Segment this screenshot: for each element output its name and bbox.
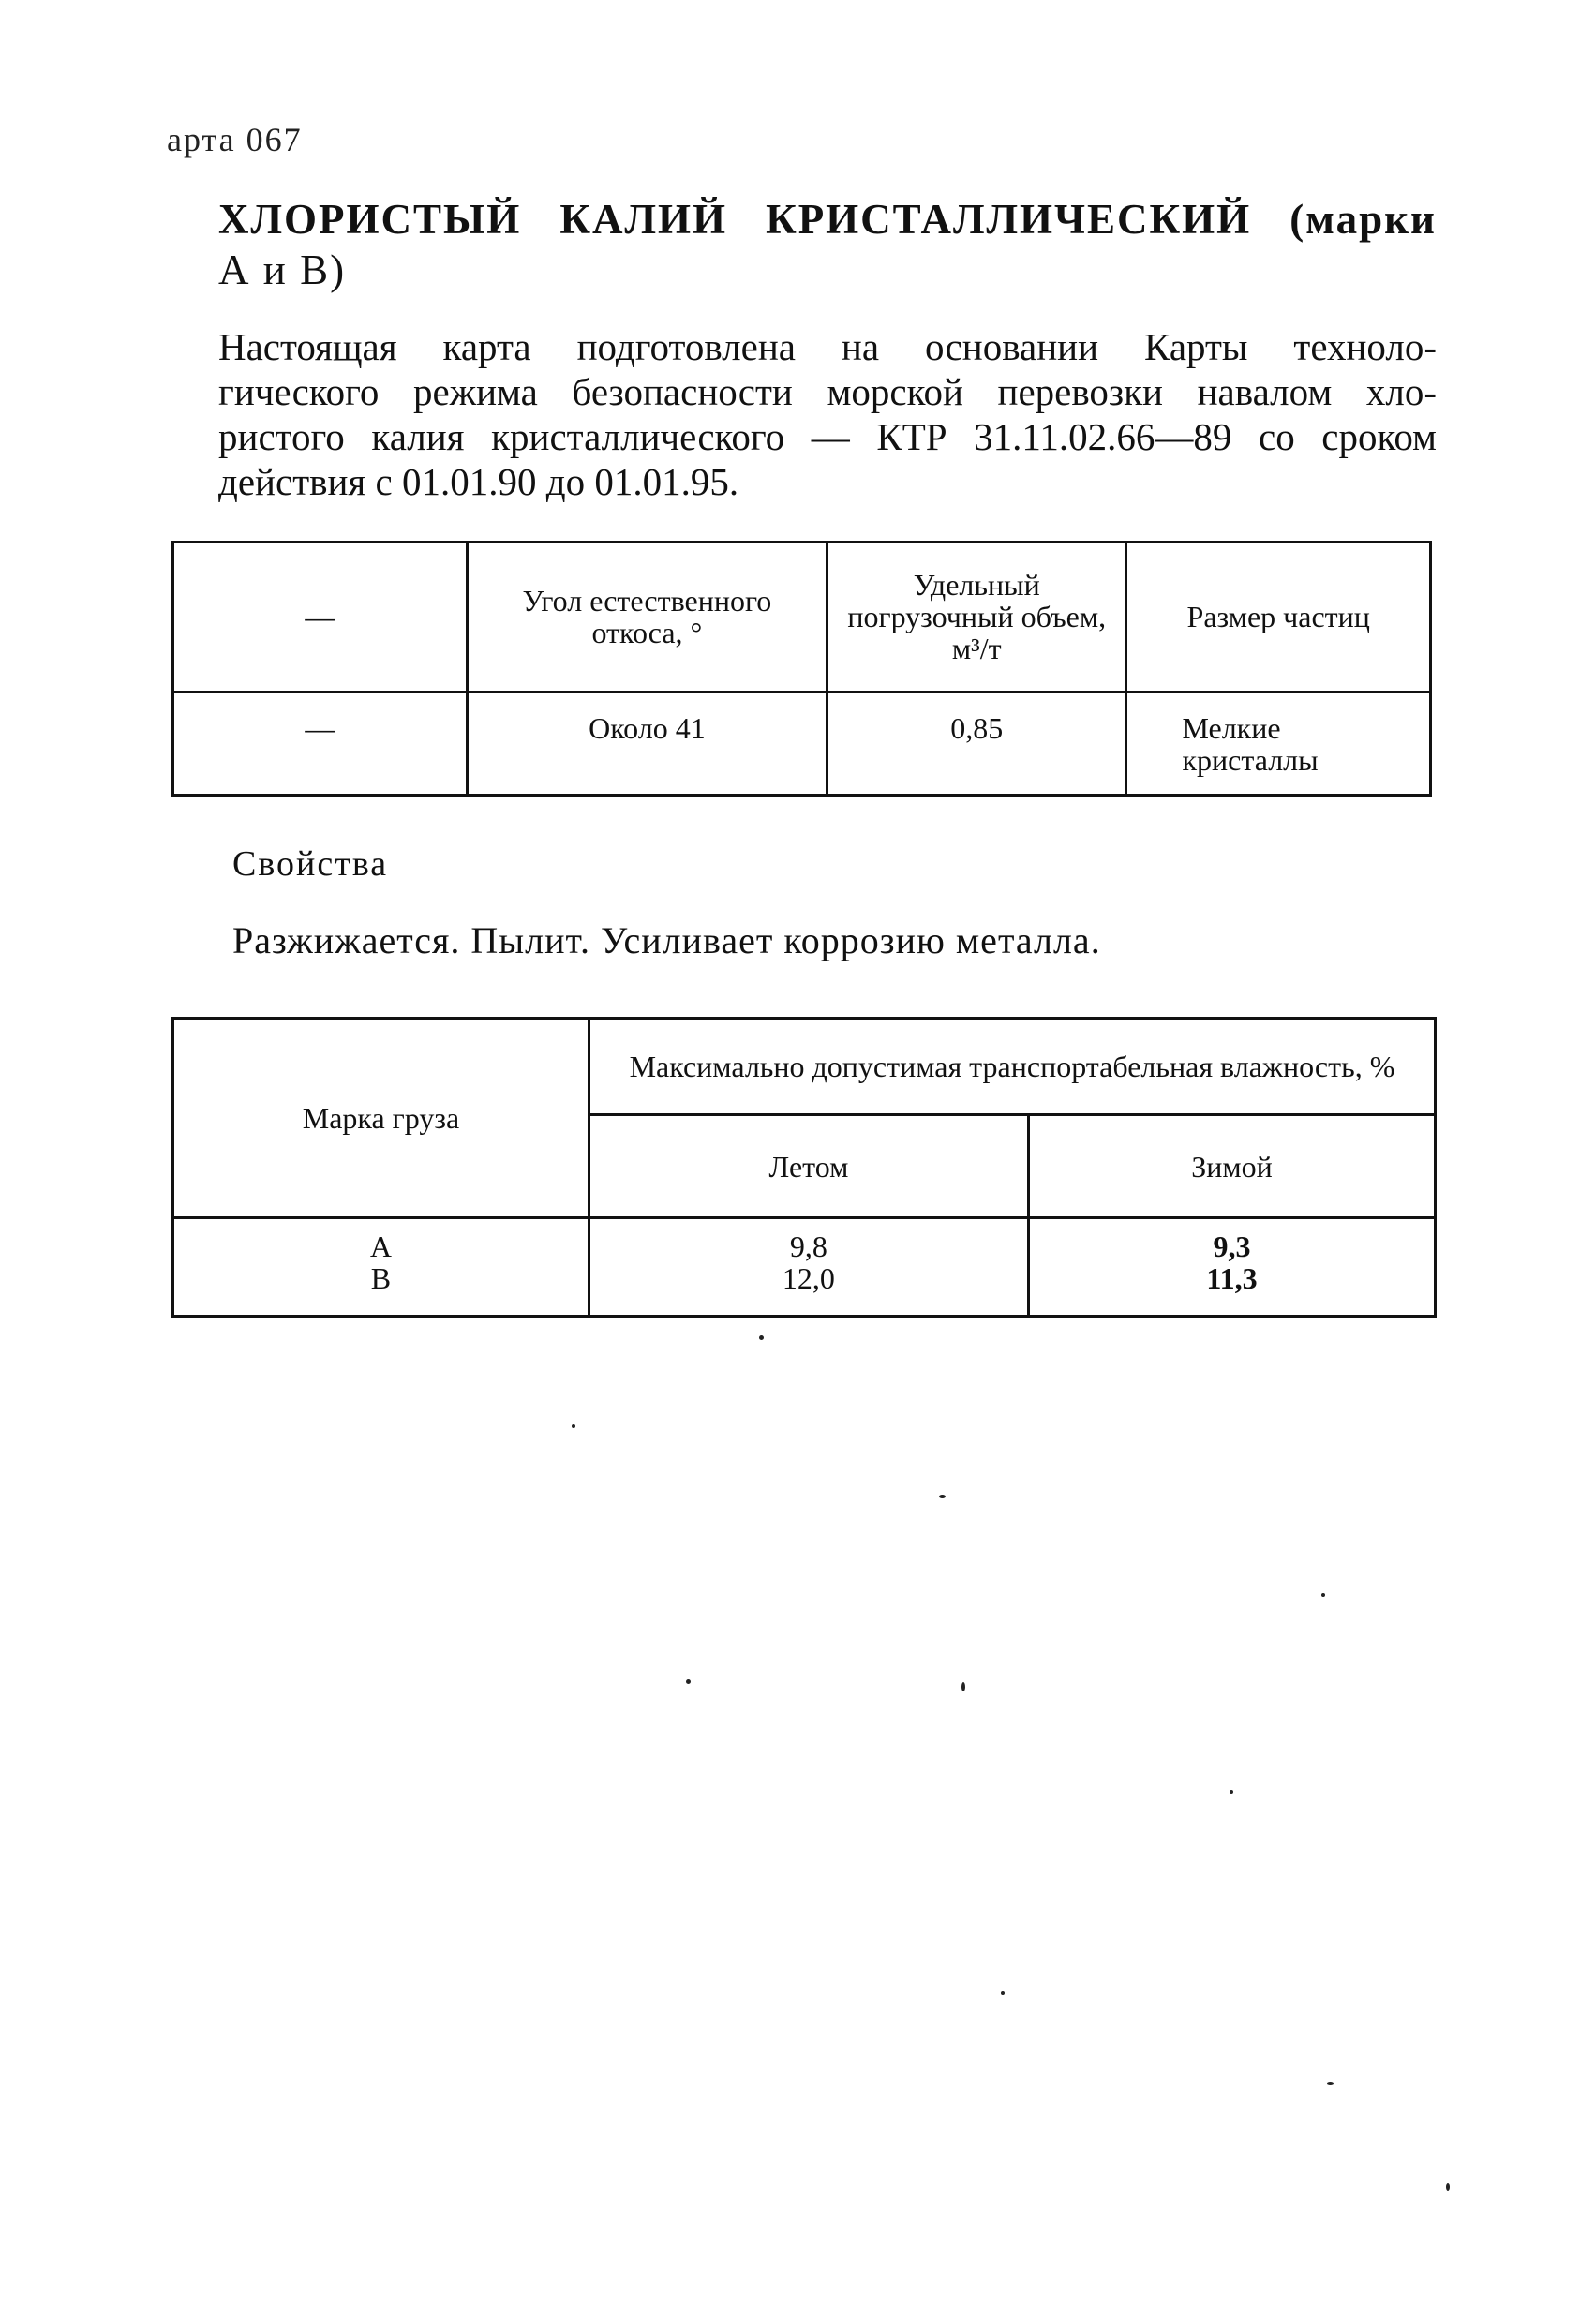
scan-speck — [1230, 1790, 1233, 1794]
scan-speck — [1321, 1593, 1325, 1597]
section-title: Свойства — [232, 844, 389, 884]
table-row — [173, 692, 1431, 795]
table-header-cell: Летом — [589, 1115, 1028, 1218]
summer-value: 9,8 — [789, 1229, 827, 1263]
table-header-cell: Марка груза — [173, 1019, 589, 1218]
table-cell — [589, 1218, 1028, 1317]
card-number-label: арта 067 — [167, 121, 303, 158]
scan-speck — [572, 1424, 575, 1428]
table-header-cell: Размер частиц — [1126, 542, 1431, 692]
scan-speck — [1327, 2082, 1334, 2085]
grade-value: В — [370, 1261, 392, 1295]
intro-paragraph — [218, 324, 1437, 504]
scan-speck — [939, 1495, 946, 1498]
table-cell: — — [173, 692, 468, 795]
table-row — [173, 1218, 1436, 1317]
title-word-3: КРИСТАЛЛИЧЕСКИЙ — [766, 196, 1252, 243]
table-cell: 0,85 — [827, 692, 1126, 795]
title-word-2: КАЛИЙ — [559, 196, 727, 243]
table-cell — [1028, 1218, 1435, 1317]
properties-table — [171, 541, 1432, 797]
table-header-cell: Зимой — [1028, 1115, 1435, 1218]
title-word-4: (марки — [1289, 196, 1437, 243]
properties-text: Разжижается. Пылит. Усиливает коррозию металла. — [232, 919, 1101, 961]
winter-value: 9,3 — [1213, 1229, 1251, 1263]
table-header-row — [173, 542, 1431, 692]
winter-value: 11,3 — [1206, 1261, 1258, 1295]
scan-speck — [759, 1335, 764, 1340]
table-group-header: Максимально допустимая транспортабельная влажность, % — [589, 1019, 1435, 1115]
table-header-cell: Удельный погрузочный объем, м³/т — [827, 542, 1126, 692]
intro-line: действия с 01.01.90 до 01.01.95. — [218, 460, 739, 503]
grade-value: А — [369, 1229, 393, 1263]
table-cell — [173, 1218, 589, 1317]
document-title — [218, 195, 1437, 294]
summer-value: 12,0 — [782, 1261, 835, 1295]
intro-line: гического режима безопасности морской перевозки навалом хло- — [218, 370, 1437, 413]
scan-speck — [1001, 1991, 1005, 1995]
table-cell: Мелкие кристаллы — [1126, 692, 1431, 795]
scan-speck — [686, 1679, 691, 1684]
title-line-2: А и В) — [218, 246, 347, 293]
intro-line: ристого калия кристаллического — КТР 31.11.02.66—89 со сроком — [218, 415, 1437, 458]
table-header-cell: Угол естественного откоса, ° — [467, 542, 827, 692]
scan-speck — [1446, 2183, 1450, 2191]
table-header-cell: — — [173, 542, 468, 692]
moisture-table — [171, 1017, 1437, 1318]
table-cell: Около 41 — [467, 692, 827, 795]
scan-speck — [961, 1682, 965, 1691]
title-word-1: ХЛОРИСТЫЙ — [218, 196, 522, 243]
intro-line: Настоящая карта подготовлена на основании Карты техноло- — [218, 325, 1437, 368]
